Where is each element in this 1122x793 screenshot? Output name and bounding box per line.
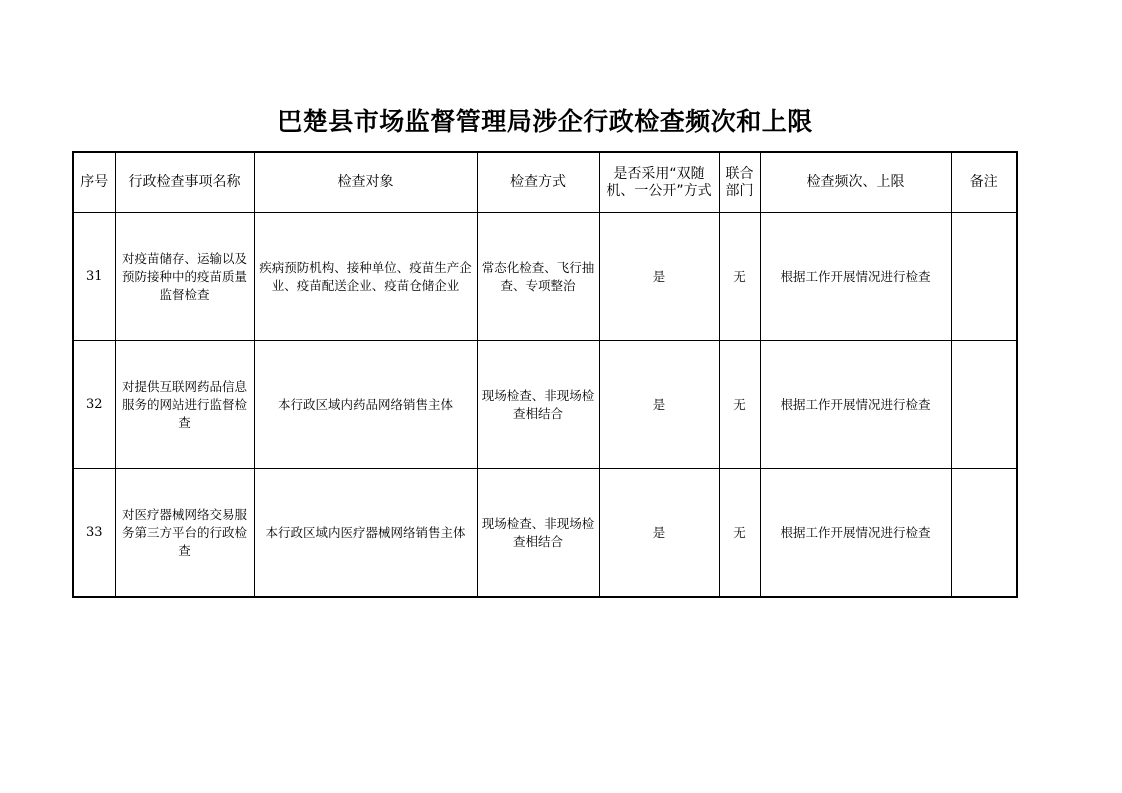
page-title: 巴楚县市场监督管理局涉企行政检查频次和上限 [277,107,813,136]
table-row [73,213,1017,341]
row-frequency: 根据工作开展情况进行检查 [760,213,951,341]
header-target: 检查对象 [254,152,477,213]
header-joint-dept: 联合部门 [719,152,760,213]
header-random: 是否采用“双随机、一公开”方式 [599,152,719,213]
row-joint-dept: 无 [719,469,760,598]
row-serial: 32 [73,341,115,469]
row-random: 是 [599,469,719,598]
row-frequency: 根据工作开展情况进行检查 [760,341,951,469]
row-target: 疾病预防机构、接种单位、疫苗生产企业、疫苗配送企业、疫苗仓储企业 [254,213,477,341]
row-frequency: 根据工作开展情况进行检查 [760,469,951,598]
table-row [73,341,1017,469]
header-method: 检查方式 [477,152,599,213]
header-frequency: 检查频次、上限 [760,152,951,213]
row-target: 本行政区域内医疗器械网络销售主体 [254,469,477,598]
row-item-name: 对医疗器械网络交易服务第三方平台的行政检查 [115,469,254,598]
row-method: 常态化检查、飞行抽查、专项整治 [477,213,599,341]
row-serial: 31 [73,213,115,341]
row-remark [951,341,1017,469]
table-row [73,469,1017,598]
row-target: 本行政区域内药品网络销售主体 [254,341,477,469]
row-joint-dept: 无 [719,213,760,341]
row-remark [951,469,1017,598]
header-serial: 序号 [73,152,115,213]
header-item-name: 行政检查事项名称 [115,152,254,213]
row-item-name: 对疫苗储存、运输以及预防接种中的疫苗质量监督检查 [115,213,254,341]
row-method: 现场检查、非现场检查相结合 [477,469,599,598]
table-header-row [73,152,1017,213]
row-remark [951,213,1017,341]
row-joint-dept: 无 [719,341,760,469]
header-remark: 备注 [951,152,1017,213]
row-serial: 33 [73,469,115,598]
inspection-table [72,151,1018,598]
row-random: 是 [599,213,719,341]
row-item-name: 对提供互联网药品信息服务的网站进行监督检查 [115,341,254,469]
row-random: 是 [599,341,719,469]
row-method: 现场检查、非现场检查相结合 [477,341,599,469]
